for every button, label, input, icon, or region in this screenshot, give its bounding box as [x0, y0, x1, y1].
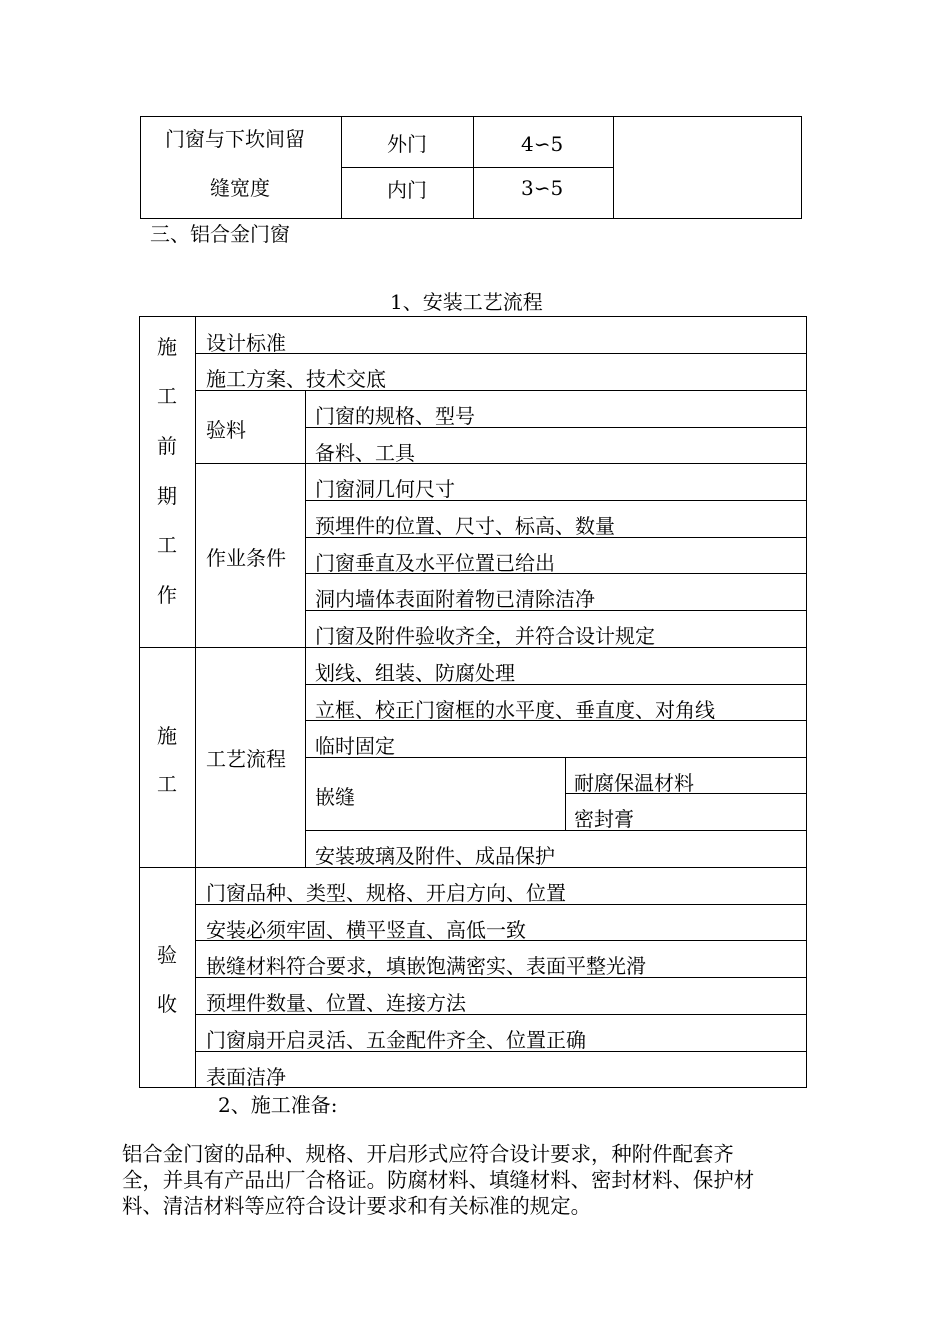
gap-label-line2: 缝宽度: [210, 176, 270, 200]
condition-item: 门窗及附件验收齐全，并符合设计规定: [315, 624, 655, 648]
condition-item: 门窗垂直及水平位置已给出: [315, 551, 555, 575]
prep-label-char: 作: [157, 583, 177, 607]
prep-label-char: 期: [157, 484, 177, 508]
paragraph-line: 料、清洁材料等应符合设计要求和有关标准的规定。: [122, 1194, 591, 1218]
acceptance-item: 预埋件数量、位置、连接方法: [206, 991, 466, 1015]
door-type-outer: 外门: [387, 132, 427, 156]
prep-label-char: 工: [157, 533, 177, 557]
process-step: 划线、组装、防腐处理: [315, 661, 515, 685]
design-standard: 设计标准: [206, 331, 286, 355]
prep-label-char: 施: [157, 335, 177, 359]
caulk-item: 密封膏: [574, 807, 634, 831]
acceptance-item: 门窗品种、类型、规格、开启方向、位置: [206, 881, 566, 905]
material-item: 备料、工具: [315, 441, 415, 465]
process-step: 临时固定: [315, 734, 395, 758]
flow-title: 1、安装工艺流程: [390, 290, 543, 314]
acceptance-label-char: 验: [157, 943, 177, 967]
prep-label-char: 工: [157, 384, 177, 408]
gap-value-inner: 3∽5: [521, 176, 564, 200]
process-step: 立框、校正门窗框的水平度、垂直度、对角线: [315, 698, 715, 722]
acceptance-label-char: 收: [157, 992, 177, 1016]
door-type-inner: 内门: [387, 178, 427, 202]
acceptance-item: 表面洁净: [206, 1065, 286, 1089]
condition-item: 洞内墙体表面附着物已清除洁净: [315, 587, 595, 611]
paragraph-line: 铝合金门窗的品种、规格、开启形式应符合设计要求，种附件配套齐: [122, 1142, 734, 1166]
acceptance-item: 安装必须牢固、横平竖直、高低一致: [206, 918, 526, 942]
caulk-label: 嵌缝: [315, 785, 355, 809]
condition-item: 预埋件的位置、尺寸、标高、数量: [315, 514, 615, 538]
process-label: 工艺流程: [206, 747, 286, 771]
condition-item: 门窗洞几何尺寸: [315, 477, 455, 501]
work-conditions-label: 作业条件: [206, 546, 286, 570]
gap-value-outer: 4∽5: [521, 132, 564, 156]
acceptance-item: 门窗扇开启灵活、五金配件齐全、位置正确: [206, 1028, 586, 1052]
section-heading: 三、铝合金门窗: [150, 222, 290, 246]
caulk-item: 耐腐保温材料: [574, 771, 694, 795]
construction-plan: 施工方案、技术交底: [206, 367, 386, 391]
prep-heading: 2、施工准备:: [218, 1093, 338, 1117]
acceptance-item: 嵌缝材料符合要求，填嵌饱满密实、表面平整光滑: [206, 954, 646, 978]
material-check-label: 验料: [206, 418, 246, 442]
construction-label-char: 工: [157, 772, 177, 796]
paragraph-line: 全，并具有产品出厂合格证。防腐材料、填缝材料、密封材料、保护材: [122, 1168, 755, 1192]
process-final-step: 安装玻璃及附件、成品保护: [315, 844, 555, 868]
gap-label-line1: 门窗与下坎间留: [165, 127, 305, 151]
material-item: 门窗的规格、型号: [315, 404, 475, 428]
construction-label-char: 施: [157, 724, 177, 748]
prep-label-char: 前: [157, 434, 177, 458]
